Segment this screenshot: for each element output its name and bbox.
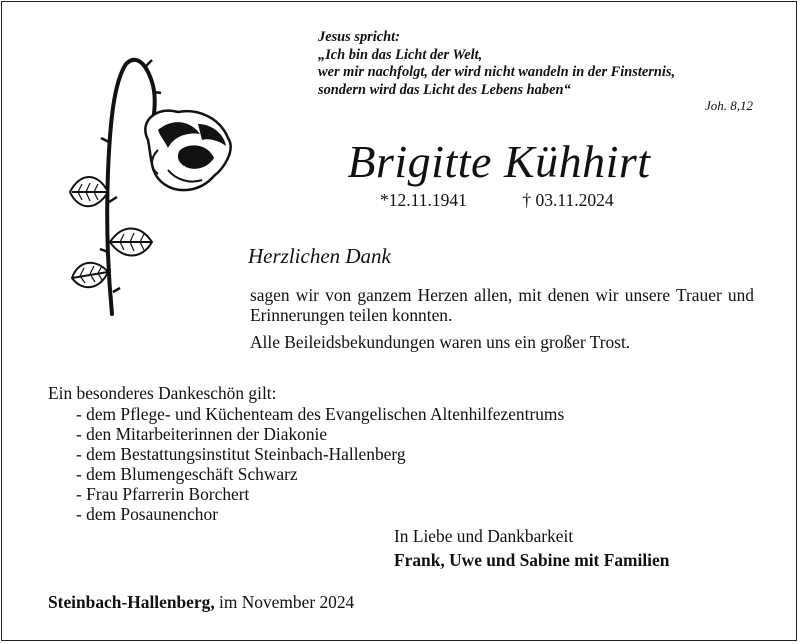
- place-date: [48, 592, 354, 613]
- list-item: - Frau Pfarrerin Borchert: [76, 484, 250, 504]
- death-date: † 03.11.2024: [522, 190, 614, 210]
- thanks-heading: Herzlichen Dank: [248, 244, 391, 268]
- list-item: - dem Pflege- und Küchenteam des Evangelischen Altenhilfezentrums: [76, 404, 565, 424]
- list-item: - den Mitarbeiterinnen der Diakonie: [76, 424, 328, 444]
- birth-date: *12.11.1941: [380, 190, 467, 210]
- verse-line-4: sondern wird das Licht des Lebens haben“: [318, 81, 571, 98]
- special-thanks-heading: Ein besonderes Dankeschön gilt:: [48, 383, 277, 403]
- life-dates: [380, 190, 614, 211]
- closing-block: [394, 524, 669, 572]
- deceased-name: Brigitte Kühhirt: [347, 136, 651, 187]
- bible-verse: [318, 29, 758, 99]
- verse-line-3: wer mir nachfolgt, der wird nicht wandeln in der Finsternis,: [318, 64, 676, 80]
- thanks-paragraph-2: Alle Beileidsbekundungen waren uns ein großer Trost.: [250, 332, 631, 352]
- place-name: Steinbach-Hallenberg,: [48, 592, 215, 612]
- notice-date: im November 2024: [214, 592, 355, 612]
- list-item: - dem Bestattungsinstitut Steinbach-Hallenberg: [76, 444, 406, 464]
- special-thanks-list: [76, 404, 564, 524]
- thanks-paragraph-1: sagen wir von ganzem Herzen allen, mit denen wir unsere Trauer und Erinnerungen teilen konnten.: [250, 285, 754, 325]
- closing-line: In Liebe und Dankbarkeit: [394, 526, 574, 546]
- verse-line-2: „Ich bin das Licht der Welt,: [318, 46, 483, 63]
- list-item: - dem Blumengeschäft Schwarz: [76, 464, 298, 484]
- wilted-rose-icon: [68, 52, 238, 317]
- list-item: - dem Posaunenchor: [76, 504, 218, 524]
- verse-reference: Joh. 8,12: [704, 98, 753, 113]
- verse-line-1: Jesus spricht:: [318, 29, 400, 45]
- signature: Frank, Uwe und Sabine mit Familien: [394, 550, 670, 570]
